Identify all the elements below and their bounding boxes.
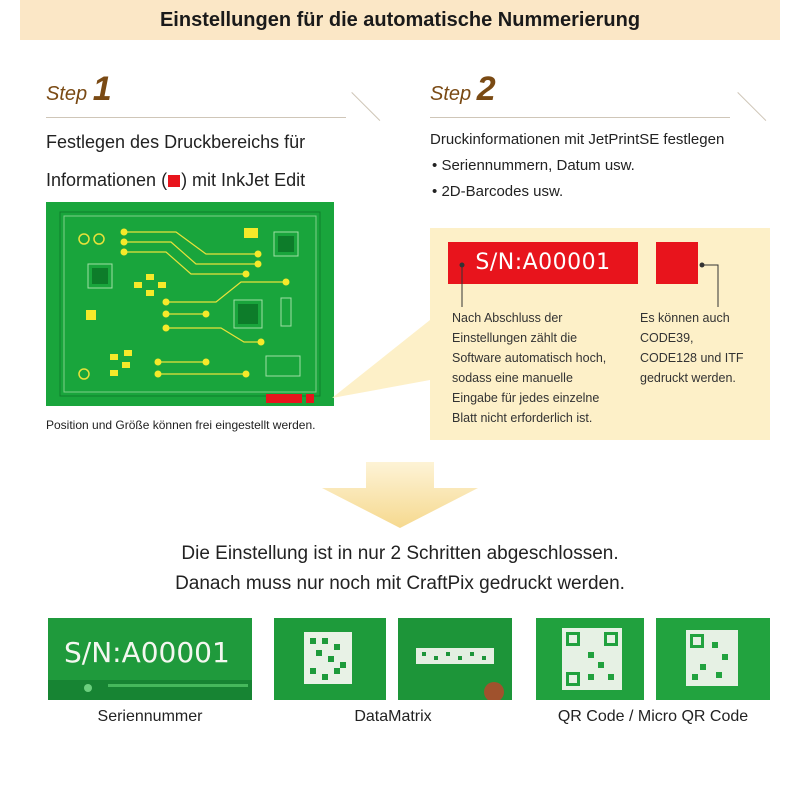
step1-line1: Festlegen des Druckbereichs für [46,132,306,152]
note-left-line: Einstellungen zählt die [452,331,578,345]
red-square-icon [168,175,180,187]
step1-divider-corner [351,92,380,121]
step2-divider [430,117,730,118]
summary-line-2: Danach muss nur noch mit CraftPix gedruckt werden. [175,573,625,594]
caption-qr-code: QR Code / Micro QR Code [557,708,749,725]
datamatrix-photo-1 [274,618,386,700]
step1-label: Step [46,83,88,105]
step2-bullet-1 [432,157,635,174]
step2-heading-text: Druckinformationen mit JetPrintSE festlegen [430,131,725,148]
caption-serial-number: Seriennummer [97,708,203,725]
note-right-line: gedruckt werden. [640,371,736,385]
note-right-line: CODE128 und ITF [640,351,744,365]
note-auto-increment [452,308,606,428]
down-arrow-icon [322,462,478,528]
note-code-types [640,308,744,388]
note-left-line: sodass eine manuelle [452,371,573,385]
caption-datamatrix: DataMatrix [354,708,432,725]
note-left-line: Software automatisch hoch, [452,351,607,365]
summary-line-1: Die Einstellung ist in nur 2 Schritten abgeschlossen. [181,543,619,564]
step1-line2-after: ) mit InkJet Edit [181,170,306,190]
serial-number-photo [48,618,252,700]
note-right-line: CODE39, [640,331,694,345]
serial-number-sample: S/N:A00001 [448,242,638,284]
bullet-dot-icon: • [432,183,438,200]
step1-number: 1 [92,70,112,108]
qr-code-photo [536,618,644,700]
micro-qr-code-photo [656,618,770,700]
step2-label: Step [430,83,472,105]
page-title: Einstellungen für die automatische Nummerierung [159,9,641,31]
step2-number: 2 [476,70,496,108]
step2-bullet-2-text: 2D-Barcodes usw. [441,183,564,200]
note-right-line: Es können auch [640,311,730,325]
step2-heading [430,70,496,109]
datamatrix-photo-2 [398,618,512,700]
note-left-line: Blatt nicht erforderlich ist. [452,411,593,425]
step1-divider [46,117,346,118]
step2-bullet-2 [432,183,563,200]
step2-bullet-1-text: Seriennummern, Datum usw. [441,157,635,174]
step1-line2 [46,170,305,191]
bullet-dot-icon: • [432,157,438,174]
leader-lines [448,255,728,315]
step2-divider-corner [737,92,766,121]
callout-pointer [320,320,440,410]
printed-serial-text: S/N:A00001 [64,636,230,669]
step1-heading [46,70,112,109]
pcb-illustration [46,202,334,406]
note-left-line: Eingabe für jedes einzelne [452,391,600,405]
step1-caption: Position und Größe können frei eingestellt werden. [46,418,316,432]
step1-line2-before: Informationen ( [46,170,168,190]
note-left-line: Nach Abschluss der [452,311,563,325]
